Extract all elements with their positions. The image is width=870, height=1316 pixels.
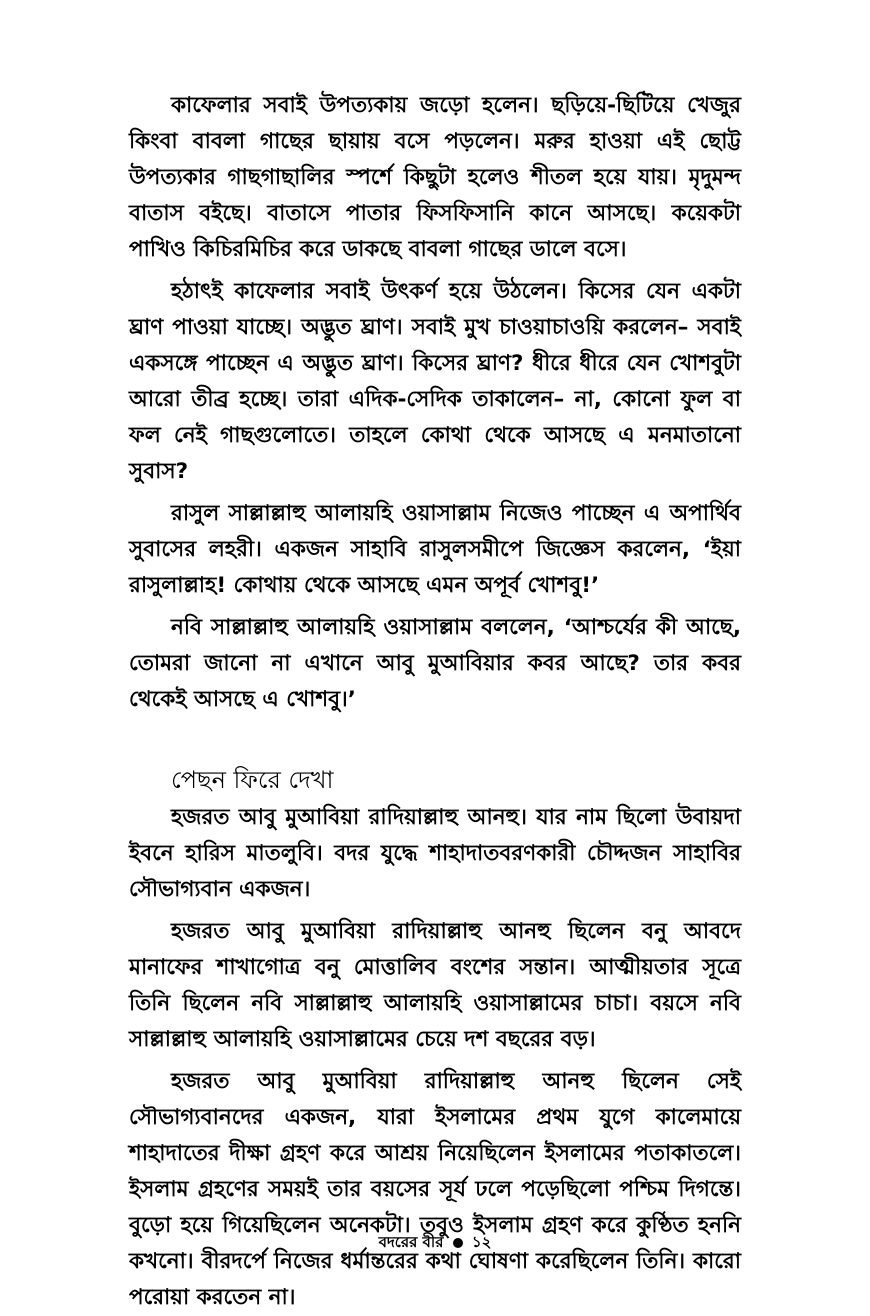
paragraph-companion-question: রাসুল সাল্লাল্লাহু আলায়হি ওয়াসাল্লাম নিজেও পাচ্ছেন এ অপার্থিব সুবাসের লহরী। একজন সাহাবি রাসুলসমীপে জিজ্ঞেস করলেন, ‘ইয়া রাসুলাল্লাহ! কোথায় থেকে আসছে এমন অপূর্ব খোশবু!’ <box>129 501 741 598</box>
paragraph-introduction: হজরত আবু মুআবিয়া রাদিয়াল্লাহু আনহু। যার নাম ছিলো উবায়দা ইবনে হারিস মাতলুবি। বদর যুদ্ধে শাহাদাতবরণকারী চৌদ্দজন সাহাবির সৌভাগ্যবান একজন। <box>129 805 741 902</box>
paragraph-prophet-answer: নবি সাল্লাল্লাহু আলায়হি ওয়াসাল্লাম বললেন, ‘আশ্চর্যের কী আছে, তোমরা জানো না এখানে আবু মুআবিয়ার কবর আছে? তার কবর থেকেই আসছে এ খোশবু।’ <box>129 615 741 712</box>
bullet-dot-icon <box>453 1238 463 1248</box>
section-gap <box>129 718 741 760</box>
paragraph-fragrance: হঠাৎই কাফেলার সবাই উৎকর্ণ হয়ে উঠলেন। কিসের যেন একটা ঘ্রাণ পাওয়া যাচ্ছে। অদ্ভুত ঘ্রাণ। সবাই মুখ চাওয়াচাওয়ি করলেন– সবাই একসঙ্গে পাচ্ছেন এ অদ্ভুত ঘ্রাণ। কিসের ঘ্রাণ? ধীরে ধীরে যেন খোশবুটা আরো তীব্র হচ্ছে। তারা এদিক-সেদিক তাকালেন– না, কোনো ফুল বা ফল নেই গাছগুলোতে। তাহলে কোথা থেকে আসছে এ মনমাতানো সুবাস? <box>129 279 741 484</box>
page-body <box>129 88 741 1316</box>
page-footer <box>0 1232 870 1252</box>
section-heading: পেছন ফিরে দেখা <box>171 766 334 794</box>
paragraph-conversion: হজরত আবু মুআবিয়া রাদিয়াল্লাহু আনহু ছিলেন সেই সৌভাগ্যবানদের একজন, যারা ইসলামের প্রথম যুগে কালেমায়ে শাহাদাতের দীক্ষা গ্রহণ করে আশ্রয় নিয়েছিলেন ইসলামের পতাকাতলে। ইসলাম গ্রহণের সময়ই তার বয়সের সূর্য ঢলে পড়েছিলো পশ্চিম দিগন্তে। বুড়ো হয়ে গিয়েছিলেন অনেকটা। তবুও ইসলাম গ্রহণ করে কুণ্ঠিত হননি কখনো। বীরদর্পে নিজের ধর্মান্তরের কথা ঘোষণা করেছিলেন তিনি। কারো পরোয়া করতেন না। <box>129 1069 741 1310</box>
footer-page-number: ১২ <box>471 1233 492 1251</box>
footer-book-title: বদরের বীর <box>378 1233 444 1251</box>
paragraph-valley-rest: কাফেলার সবাই উপত্যকায় জড়ো হলেন। ছড়িয়ে-ছিটিয়ে খেজুর কিংবা বাবলা গাছের ছায়ায় বসে পড়লেন। মরুর হাওয়া এই ছোট্ট উপত্যকার গাছগাছালির স্পর্শে কিছুটা হলেও শীতল হয়ে যায়। মৃদুমন্দ বাতাস বইছে। বাতাসে পাতার ফিসফিসানি কানে আসছে। কয়েকটা পাখিও কিচিরমিচির করে ডাকছে বাবলা গাছের ডালে বসে। <box>129 93 741 262</box>
paragraph-lineage: হজরত আবু মুআবিয়া রাদিয়াল্লাহু আনহু ছিলেন বনু আবদে মানাফের শাখাগোত্র বনু মোত্তালিব বংশের সন্তান। আত্মীয়তার সূত্রে তিনি ছিলেন নবি সাল্লাল্লাহু আলায়হি ওয়াসাল্লামের চাচা। বয়সে নবি সাল্লাল্লাহু আলায়হি ওয়াসাল্লামের চেয়ে দশ বছরের বড়। <box>129 919 741 1052</box>
